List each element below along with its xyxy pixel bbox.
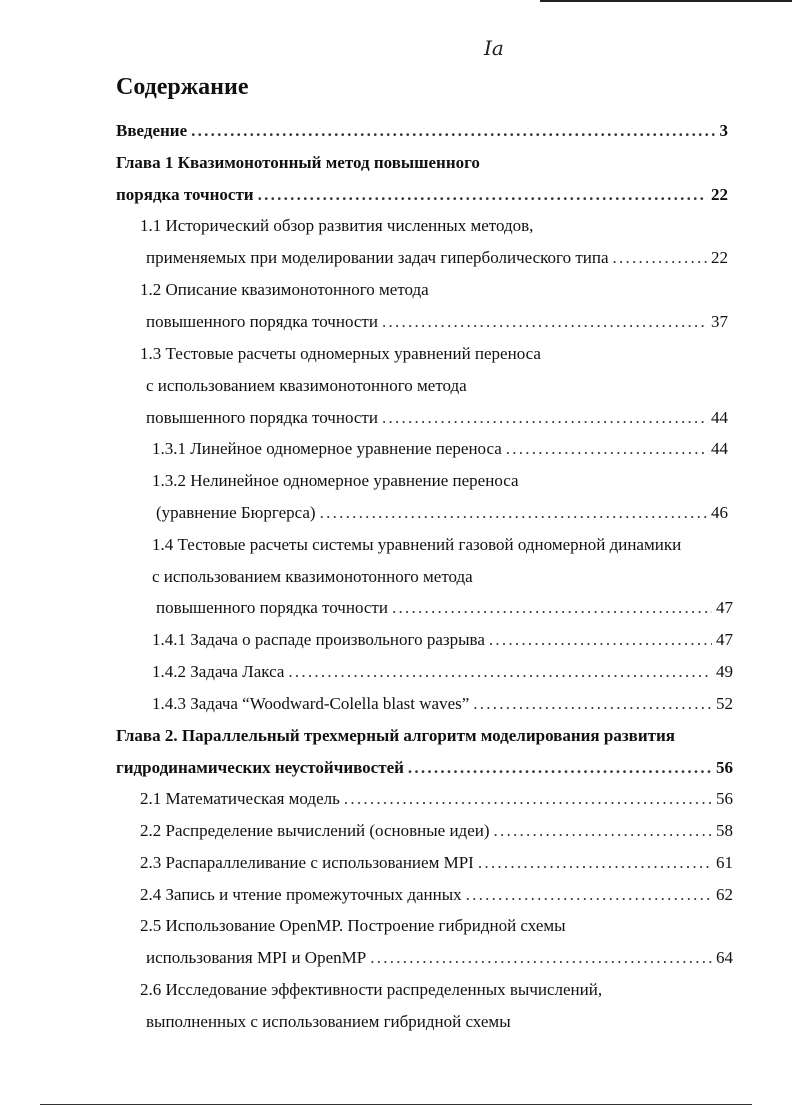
- handwritten-page-mark: Ia: [484, 36, 504, 60]
- toc-page-number: 47: [716, 598, 733, 617]
- toc-leader-dots: [320, 502, 707, 524]
- toc-entry: [140, 852, 733, 874]
- toc-entry: [140, 343, 728, 365]
- toc-page-number: 49: [716, 662, 733, 681]
- toc-entry: [156, 502, 728, 524]
- toc-entry-title: повышенного порядка точности: [156, 598, 388, 617]
- toc-entry-title: использования MPI и OpenMP: [146, 948, 367, 967]
- toc-page-number: 58: [716, 821, 733, 840]
- toc-entry-title: с использованием квазимонотонного метода: [146, 376, 467, 395]
- toc-entry: [140, 820, 733, 842]
- toc-entry-title: с использованием квазимонотонного метода: [152, 567, 473, 586]
- toc-entry-title: 2.5 Использование OpenMP. Построение гибридной схемы: [140, 916, 566, 935]
- toc-entry: [116, 120, 728, 142]
- toc-leader-dots: [382, 407, 707, 429]
- toc-leader-dots: [344, 788, 712, 810]
- page-title: Содержание: [116, 74, 249, 100]
- toc-page-number: 64: [716, 948, 733, 967]
- toc-page-number: 56: [716, 758, 733, 777]
- toc-entry: [116, 184, 728, 206]
- toc-entry-title: 2.2 Распределение вычислений (основные идеи): [140, 821, 490, 840]
- toc-page-number: 22: [711, 248, 728, 267]
- toc-entry: [152, 438, 728, 460]
- toc-entry-title: применяемых при моделировании задач гиперболического типа: [146, 248, 609, 267]
- toc-leader-dots: [392, 597, 712, 619]
- toc-entry: [152, 470, 728, 492]
- scan-edge-bottom: [40, 1104, 752, 1105]
- toc-entry: [140, 788, 733, 810]
- toc-leader-dots: [466, 884, 712, 906]
- toc-entry-title: порядка точности: [116, 185, 254, 204]
- toc-page-number: 3: [719, 121, 728, 140]
- toc-entry: [140, 279, 728, 301]
- toc-entry-title: гидродинамических неустойчивостей: [116, 758, 404, 777]
- toc-page-number: 37: [711, 312, 728, 331]
- toc-entry: [156, 597, 733, 619]
- toc-leader-dots: [506, 438, 707, 460]
- toc-entry: [146, 947, 733, 969]
- toc-entry-title: Глава 2. Параллельный трехмерный алгоритм моделирования развития: [116, 726, 675, 745]
- toc-page-number: 61: [716, 853, 733, 872]
- toc-page-number: 62: [716, 885, 733, 904]
- toc-entry: [146, 407, 728, 429]
- toc-leader-dots: [408, 757, 712, 779]
- toc-page-number: 22: [711, 185, 728, 204]
- toc-entry: [140, 979, 733, 1001]
- toc-page-number: 52: [716, 694, 733, 713]
- toc-leader-dots: [613, 247, 708, 269]
- toc-entry-title: Глава 1 Квазимонотонный метод повышенного: [116, 153, 480, 172]
- toc-page-number: 46: [711, 503, 728, 522]
- toc-leader-dots: [473, 693, 712, 715]
- toc-page-number: 44: [711, 439, 728, 458]
- toc-entry-title: 2.3 Распараллеливание с использованием MPI: [140, 853, 474, 872]
- toc-entry-title: 2.6 Исследование эффективности распределенных вычислений,: [140, 980, 603, 999]
- toc-entry: [146, 247, 728, 269]
- toc-leader-dots: [191, 120, 715, 142]
- toc-entry: [140, 215, 728, 237]
- toc-entry: [116, 757, 733, 779]
- toc-leader-dots: [258, 184, 707, 206]
- toc-page-number: 47: [716, 630, 733, 649]
- toc-entry-title: 1.4.1 Задача о распаде произвольного разрыва: [152, 630, 485, 649]
- toc-entry-title: 1.3 Тестовые расчеты одномерных уравнений переноса: [140, 344, 541, 363]
- toc-page-number: 44: [711, 408, 728, 427]
- toc-entry: [152, 661, 733, 683]
- toc-entry: [140, 915, 733, 937]
- toc-entry: [146, 375, 728, 397]
- toc-entry-title: 1.2 Описание квазимонотонного метода: [140, 280, 429, 299]
- toc-leader-dots: [478, 852, 712, 874]
- toc-entry-title: повышенного порядка точности: [146, 312, 378, 331]
- toc-entry-title: 2.4 Запись и чтение промежуточных данных: [140, 885, 462, 904]
- toc-entry: [116, 152, 728, 174]
- toc-entry-title: 1.4 Тестовые расчеты системы уравнений газовой одномерной динамики: [152, 535, 682, 554]
- toc-leader-dots: [288, 661, 712, 683]
- toc-entry: [152, 693, 733, 715]
- toc-entry-title: повышенного порядка точности: [146, 408, 378, 427]
- scan-edge-top: [540, 0, 792, 2]
- toc-entry-title: 1.4.3 Задача “Woodward-Colella blast waves”: [152, 694, 470, 713]
- toc-entry-title: 2.1 Математическая модель: [140, 789, 340, 808]
- toc-entry-title: выполненных с использованием гибридной схемы: [146, 1012, 511, 1031]
- toc-entry-title: 1.3.2 Нелинейное одномерное уравнение переноса: [152, 471, 519, 490]
- toc-entry: [152, 534, 728, 556]
- toc-page-number: 56: [716, 789, 733, 808]
- toc-leader-dots: [382, 311, 707, 333]
- toc-entry: [152, 566, 728, 588]
- toc-entry-title: 1.3.1 Линейное одномерное уравнение переноса: [152, 439, 502, 458]
- toc-leader-dots: [489, 629, 712, 651]
- toc-entry-title: 1.1 Исторический обзор развития численных методов,: [140, 216, 534, 235]
- toc-leader-dots: [370, 947, 712, 969]
- toc-entry-title: (уравнение Бюргерса): [156, 503, 316, 522]
- toc-entry-title: 1.4.2 Задача Лакса: [152, 662, 285, 681]
- toc-entry: [140, 884, 733, 906]
- toc-entry: [152, 629, 733, 651]
- toc-entry: [116, 725, 733, 747]
- toc-entry-title: Введение: [116, 121, 188, 140]
- toc-entry: [146, 1011, 733, 1033]
- toc-entry: [146, 311, 728, 333]
- toc-leader-dots: [494, 820, 712, 842]
